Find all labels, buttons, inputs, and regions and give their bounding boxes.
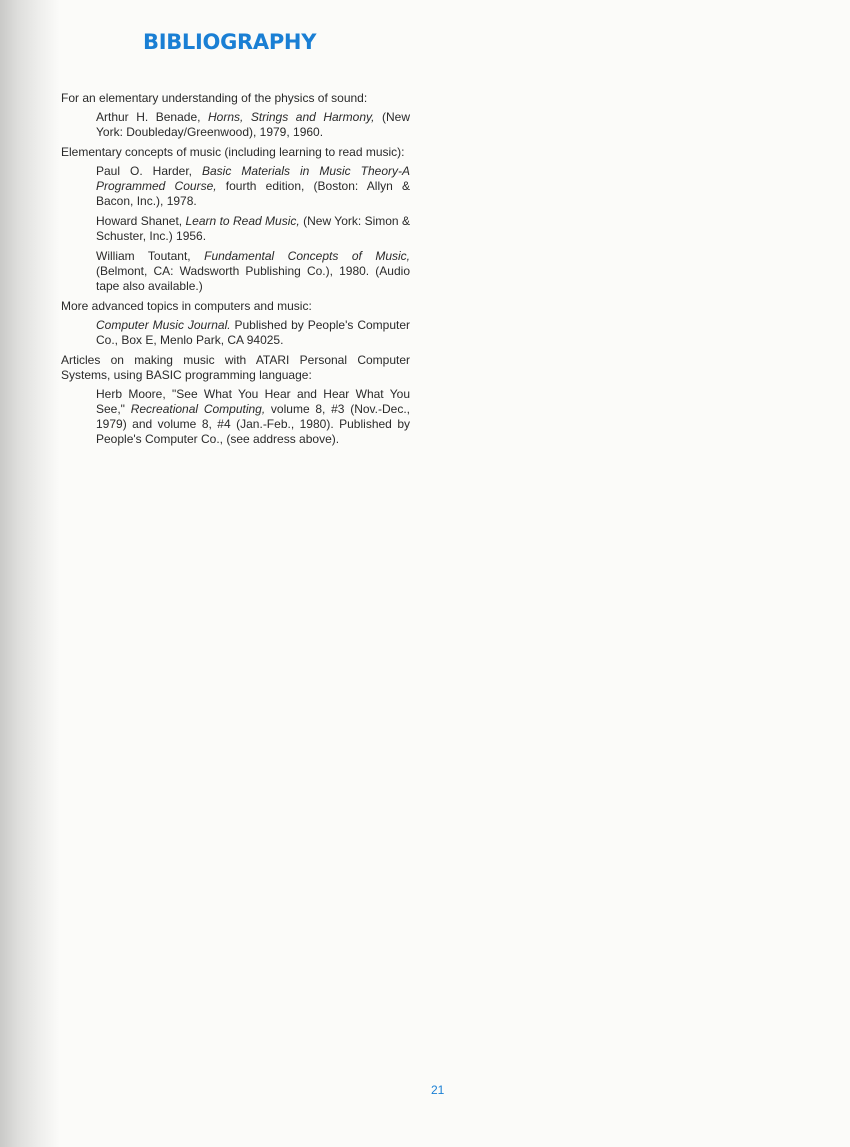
entry-details: (Belmont, CA: Wadsworth Publishing Co.), 1980. (Audio tape also available.) (96, 264, 410, 293)
page-number: 21 (431, 1083, 445, 1097)
entry-author: Howard Shanet, (96, 214, 186, 228)
topic-heading: Articles on making music with ATARI Personal Computer Systems, using BASIC programming language: (61, 353, 410, 382)
entry-author: William Toutant, (96, 249, 205, 263)
bibliography-entry (96, 318, 410, 348)
entry-author: Arthur H. Benade, (96, 110, 208, 124)
bibliography-entry (96, 387, 410, 447)
bibliography-body (61, 0, 410, 452)
entry-author: Paul O. Harder, (96, 164, 202, 178)
entry-details: fourth edition, (Boston: Allyn & Bacon, Inc.), 1978. (96, 179, 410, 208)
page-title: BIBLIOGRAPHY (143, 30, 317, 54)
bibliography-entry (96, 164, 410, 209)
topic-heading: More advanced topics in computers and music: (61, 299, 312, 313)
page-gutter-shadow (0, 0, 60, 1147)
entry-details: (New York: Doubleday/Greenwood), 1979, 1960. (96, 110, 410, 139)
bibliography-entry (96, 110, 410, 140)
bibliography-entry (96, 214, 410, 244)
entry-details: (New York: Simon & Schuster, Inc.) 1956. (96, 214, 411, 243)
topic-heading: Elementary concepts of music (including learning to read music): (61, 145, 405, 159)
entry-work-title: Fundamental Concepts of Music, (204, 249, 411, 263)
entry-work-title: Learn to Read Music, (185, 214, 300, 228)
bibliography-entry (96, 249, 410, 294)
entry-details: Published by People's Computer Co., Box E, Menlo Park, CA 94025. (96, 318, 411, 347)
entry-details: volume 8, #3 (Nov.-Dec., 1979) and volume 8, #4 (Jan.-Feb., 1980). Published by People's Computer Co., (see address above). (96, 402, 410, 446)
topic-heading: For an elementary understanding of the physics of sound: (61, 91, 368, 105)
entry-work-title: Computer Music Journal. (96, 318, 231, 332)
entry-author: Herb Moore, "See What You Hear and Hear What You See," (96, 387, 410, 416)
entry-work-title: Recreational Computing, (130, 402, 266, 416)
entry-work-title: Basic Materials in Music Theory-A Programmed Course, (96, 164, 410, 193)
entry-work-title: Horns, Strings and Harmony, (208, 110, 375, 124)
